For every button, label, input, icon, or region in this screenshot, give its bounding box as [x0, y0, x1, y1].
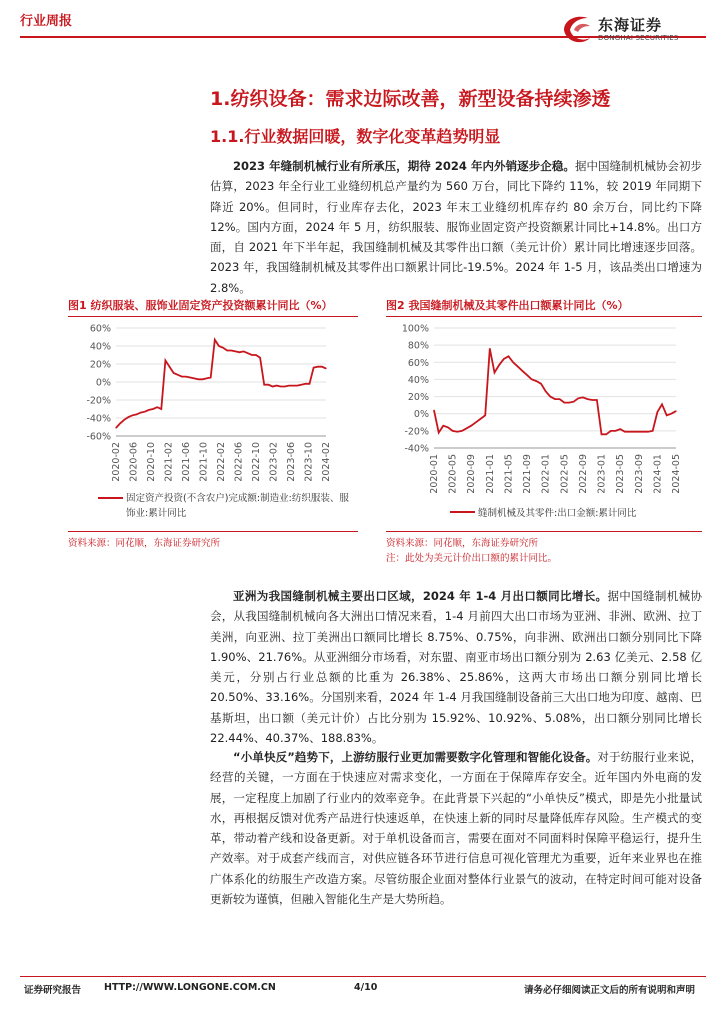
data-point [545, 391, 546, 392]
data-point [185, 376, 186, 377]
x-tick-label: 2021-02 [163, 442, 175, 482]
data-point [136, 414, 137, 415]
data-point [485, 415, 486, 416]
data-point [517, 366, 518, 367]
y-tick-label: 100% [401, 323, 429, 335]
footer-url[interactable]: HTTP://WWW.LONGONE.COM.CN [104, 982, 276, 993]
data-point [526, 375, 527, 376]
series-line [434, 349, 676, 435]
data-point [615, 430, 616, 431]
x-tick-label: 2020-10 [146, 442, 157, 482]
data-point [433, 410, 434, 411]
data-point [596, 399, 597, 400]
data-point [610, 430, 611, 431]
data-point [157, 407, 158, 408]
y-tick-label: 20% [89, 359, 111, 371]
x-tick-label: 2021-06 [181, 442, 192, 482]
logo-emblem-icon [560, 12, 596, 46]
data-point [559, 399, 560, 400]
data-point [325, 368, 326, 369]
logo-text: 东海证券 [598, 16, 663, 34]
footer-page-number: 4/10 [354, 982, 378, 993]
x-tick-label: 2024-01 [652, 454, 664, 494]
data-point [601, 434, 602, 435]
x-tick-label: 2024-05 [671, 454, 682, 494]
data-point [564, 402, 565, 403]
y-tick-label: 60% [407, 357, 429, 369]
data-point [165, 360, 166, 361]
x-tick-label: 2023-02 [268, 442, 280, 482]
data-point [227, 350, 228, 351]
paragraph-2-lead: 亚洲为我国缝制机械主要出口区域，2024 年 1-4 月出口额同比增长。 [233, 589, 608, 603]
data-point [128, 417, 129, 418]
figure2-chart [386, 318, 702, 500]
data-point [494, 372, 495, 373]
data-point [466, 428, 467, 429]
data-point [181, 376, 182, 377]
x-tick-label: 2022-05 [559, 454, 571, 494]
x-tick-label: 2021-09 [522, 454, 534, 494]
x-tick-label: 2023-05 [615, 454, 627, 494]
x-tick-label: 2021-05 [503, 454, 515, 494]
data-point [438, 432, 439, 433]
data-point [629, 431, 630, 432]
data-point [177, 374, 178, 375]
x-tick-label: 2022-01 [540, 454, 552, 494]
paragraph-1-body: 据中国缝制机械协会初步估算，2023 年全行业工业缝纫机总产量约为 560 万台，同比下降约 11%，较 2019 年同期下降近 20%。但同时，行业库存去化，2023 年末工业缝纫机库存约 80 余万台，同比约下降 12%。国内方面，2024 年 5 月，纺织服装、服饰业固定资产投资额累计同比+14.8%。出口方面，自 2021 年下半年起，我国缝制机械及其零件出口额（美元计价）累计同比增速逐步回落。2023 年，我国缝制机械及其零件出口额累计同比-19.5%。2024 年 1-5 月，该品类出口增速为 2.8%。 [210, 159, 702, 295]
data-point [313, 367, 314, 368]
data-point [243, 351, 244, 352]
y-tick-label: -20% [86, 395, 111, 407]
x-tick-label: 2020-06 [128, 442, 140, 482]
data-point [620, 429, 621, 430]
x-tick-label: 2020-05 [447, 454, 459, 494]
data-point [255, 354, 256, 355]
y-tick-label: -60% [86, 431, 111, 443]
data-point [247, 353, 248, 354]
data-point [161, 408, 162, 409]
data-point [276, 385, 277, 386]
data-point [536, 381, 537, 382]
figure2-note: 注：此处为美元计价出口额的累计同比。 [386, 553, 558, 564]
y-tick-label: 0% [413, 409, 429, 421]
data-point [251, 354, 252, 355]
data-point [194, 378, 195, 379]
footer-disclaimer: 请务必仔细阅读正文后的所有说明和声明 [524, 985, 696, 996]
y-tick-label: 0% [95, 377, 111, 389]
data-point [173, 372, 174, 373]
figure1-title: 图1 纺织服装、服饰业固定资产投资额累计同比（%） [68, 299, 333, 312]
data-point [144, 411, 145, 412]
data-point [288, 385, 289, 386]
paragraph-1 [210, 156, 702, 298]
data-point [652, 430, 653, 431]
figure2-legend: 缝制机械及其零件:出口金额:累计同比 [478, 508, 637, 519]
x-tick-label: 2020-01 [429, 454, 440, 494]
paragraph-3-lead: “小单快反”趋势下，上游纺服行业更加需要数字化管理和智能化设备。 [233, 750, 598, 764]
data-point [675, 411, 676, 412]
data-point [643, 431, 644, 432]
figure1-source-rule [68, 531, 358, 532]
data-point [447, 427, 448, 428]
logo-subtext: DONGHAI SECURITIES [598, 34, 679, 42]
data-point [457, 431, 458, 432]
x-tick-label: 2023-09 [633, 454, 645, 494]
paragraph-2 [210, 586, 702, 748]
data-point [222, 347, 223, 348]
figure2-legend-swatch [450, 511, 475, 513]
x-tick-label: 2022-06 [233, 442, 245, 482]
data-point [148, 409, 149, 410]
data-point [120, 423, 121, 424]
data-point [292, 385, 293, 386]
data-point [647, 431, 648, 432]
figure2-title-rule [386, 316, 702, 317]
y-tick-label: 20% [407, 392, 429, 404]
x-tick-label: 2020-09 [466, 454, 478, 494]
data-point [582, 397, 583, 398]
data-point [284, 386, 285, 387]
figure2-source-rule [386, 531, 702, 532]
y-tick-label: 40% [89, 341, 111, 353]
y-tick-label: -40% [404, 443, 429, 455]
series-line [116, 340, 326, 428]
data-point [272, 386, 273, 387]
data-point [218, 345, 219, 346]
data-point [210, 377, 211, 378]
paragraph-3-body: 对于纺服行业来说，经营的关键，一方面在于快速应对需求变化，一方面在于保障库存安全。近年国内外电商的发展，一定程度上加剧了行业内的效率竞争。在此背景下兴起的“小单快反”模式，即是先小批量试水，再根据反馈对优秀产品进行快速返单，在快速上新的同时尽量降低库存风险。生产模式的变革，带动着产线和设备更新。对于单机设备而言，需要在面对不同面料时保障平稳运行，提升生产效率。对于成套产线而言，对供应链各环节进行信息可视化管理尤为重要，近年来业界也在推广体系化的纺服生产改造方案。尽管纺服企业面对整体行业景气的波动，在特定时间可能对设备更新较为谨慎，但融入智能化生产是大势所趋。 [210, 750, 702, 907]
y-tick-label: 40% [407, 374, 429, 386]
data-point [260, 357, 261, 358]
data-point [443, 425, 444, 426]
x-tick-label: 2022-02 [216, 442, 227, 482]
data-point [578, 398, 579, 399]
data-point [190, 377, 191, 378]
data-point [568, 402, 569, 403]
data-point [499, 364, 500, 365]
data-point [264, 384, 265, 385]
footer-divider [20, 976, 706, 977]
data-point [480, 418, 481, 419]
data-point [550, 396, 551, 397]
data-point [666, 415, 667, 416]
x-tick-label: 2022-10 [251, 442, 262, 482]
data-point [321, 366, 322, 367]
data-point [140, 412, 141, 413]
x-tick-label: 2022-09 [577, 454, 589, 494]
data-point [214, 339, 215, 340]
data-point [169, 366, 170, 367]
paragraph-2-body: 据中国缝制机械协会，从我国缝制机械向各大洲出口情况来看，1-4 月前四大出口市场为亚洲、非洲、欧洲、拉丁美洲，向亚洲、拉丁美洲出口额同比增长 8.75%、0.75%，向非洲、欧洲出口额分别同比下降 1.90%、21.76%。从亚洲细分市场看，对东盟、南亚市场出口额分别为 2.63 亿美元、2.58 亿美元，分别占行业总额的比重为 26.38%、25.86%，这两大市场出口额分别同比增长 20.50%、33.16%。分国别来看，2024 年 1-4 月我国缝制设备前三大出口地为印度、越南、巴基斯坦，出口额（美元计价）占比分别为 15.92%、10.92%、5.08%，出口额分别同比增长 22.44%、40.37%、188.83%。 [210, 589, 703, 746]
data-point [301, 384, 302, 385]
footer-report-type: 证券研究报告 [24, 985, 82, 996]
data-point [634, 431, 635, 432]
data-point [317, 366, 318, 367]
x-tick-label: 2023-10 [303, 442, 315, 482]
data-point [661, 404, 662, 405]
data-point [452, 430, 453, 431]
data-point [554, 399, 555, 400]
data-point [309, 383, 310, 384]
data-point [638, 431, 639, 432]
y-tick-label: -40% [86, 413, 111, 425]
x-tick-label: 2023-01 [596, 454, 608, 494]
data-point [489, 348, 490, 349]
data-point [587, 399, 588, 400]
data-point [305, 383, 306, 384]
paragraph-3 [210, 747, 702, 909]
y-tick-label: 80% [407, 340, 429, 352]
data-point [657, 411, 658, 412]
data-point [592, 399, 593, 400]
figure2-title: 图2 我国缝制机械及其零件出口额累计同比（%） [386, 299, 629, 312]
heading-level2: 1.1.行业数据回暖，数字化变革趋势明显 [210, 127, 501, 146]
section-tag: 行业周报 [20, 14, 73, 29]
data-point [239, 352, 240, 353]
figure1-legend-swatch [98, 497, 123, 499]
data-point [206, 378, 207, 379]
x-tick-label: 2021-01 [484, 454, 496, 494]
figure1-title-rule [68, 316, 358, 317]
data-point [124, 419, 125, 420]
data-point [522, 370, 523, 371]
data-point [475, 422, 476, 423]
data-point [202, 379, 203, 380]
data-point [624, 431, 625, 432]
figure1-source: 资料来源：同花顺，东海证券研究所 [68, 538, 221, 549]
data-point [461, 430, 462, 431]
data-point [268, 384, 269, 385]
y-tick-label: -20% [404, 426, 429, 438]
data-point [231, 350, 232, 351]
figure1-legend: 固定资产投资(不含农户)完成额:制造业:纺织服装、服饰业:累计同比 [126, 493, 349, 519]
x-tick-label: 2023-06 [286, 442, 297, 482]
x-tick-label: 2021-10 [198, 442, 210, 482]
data-point [540, 383, 541, 384]
data-point [513, 362, 514, 363]
x-tick-label: 2024-02 [321, 442, 332, 482]
data-point [297, 385, 298, 386]
figure2-source: 资料来源：同花顺，东海证券研究所 [386, 538, 539, 549]
data-point [671, 413, 672, 414]
data-point [573, 401, 574, 402]
data-point [531, 379, 532, 380]
figure1-chart [68, 318, 360, 500]
y-tick-label: 60% [89, 323, 111, 335]
data-point [132, 415, 133, 416]
data-point [471, 425, 472, 426]
paragraph-1-lead: 2023 年缝制机械行业有所承压，期待 2024 年内外销逐步企稳。 [233, 159, 575, 173]
data-point [152, 408, 153, 409]
data-point [198, 379, 199, 380]
heading-level1: 1.纺织设备：需求边际改善，新型设备持续渗透 [210, 88, 611, 110]
data-point [606, 434, 607, 435]
data-point [503, 358, 504, 359]
data-point [508, 356, 509, 357]
x-tick-label: 2020-02 [111, 442, 122, 482]
data-point [235, 351, 236, 352]
data-point [280, 386, 281, 387]
data-point [115, 427, 116, 428]
